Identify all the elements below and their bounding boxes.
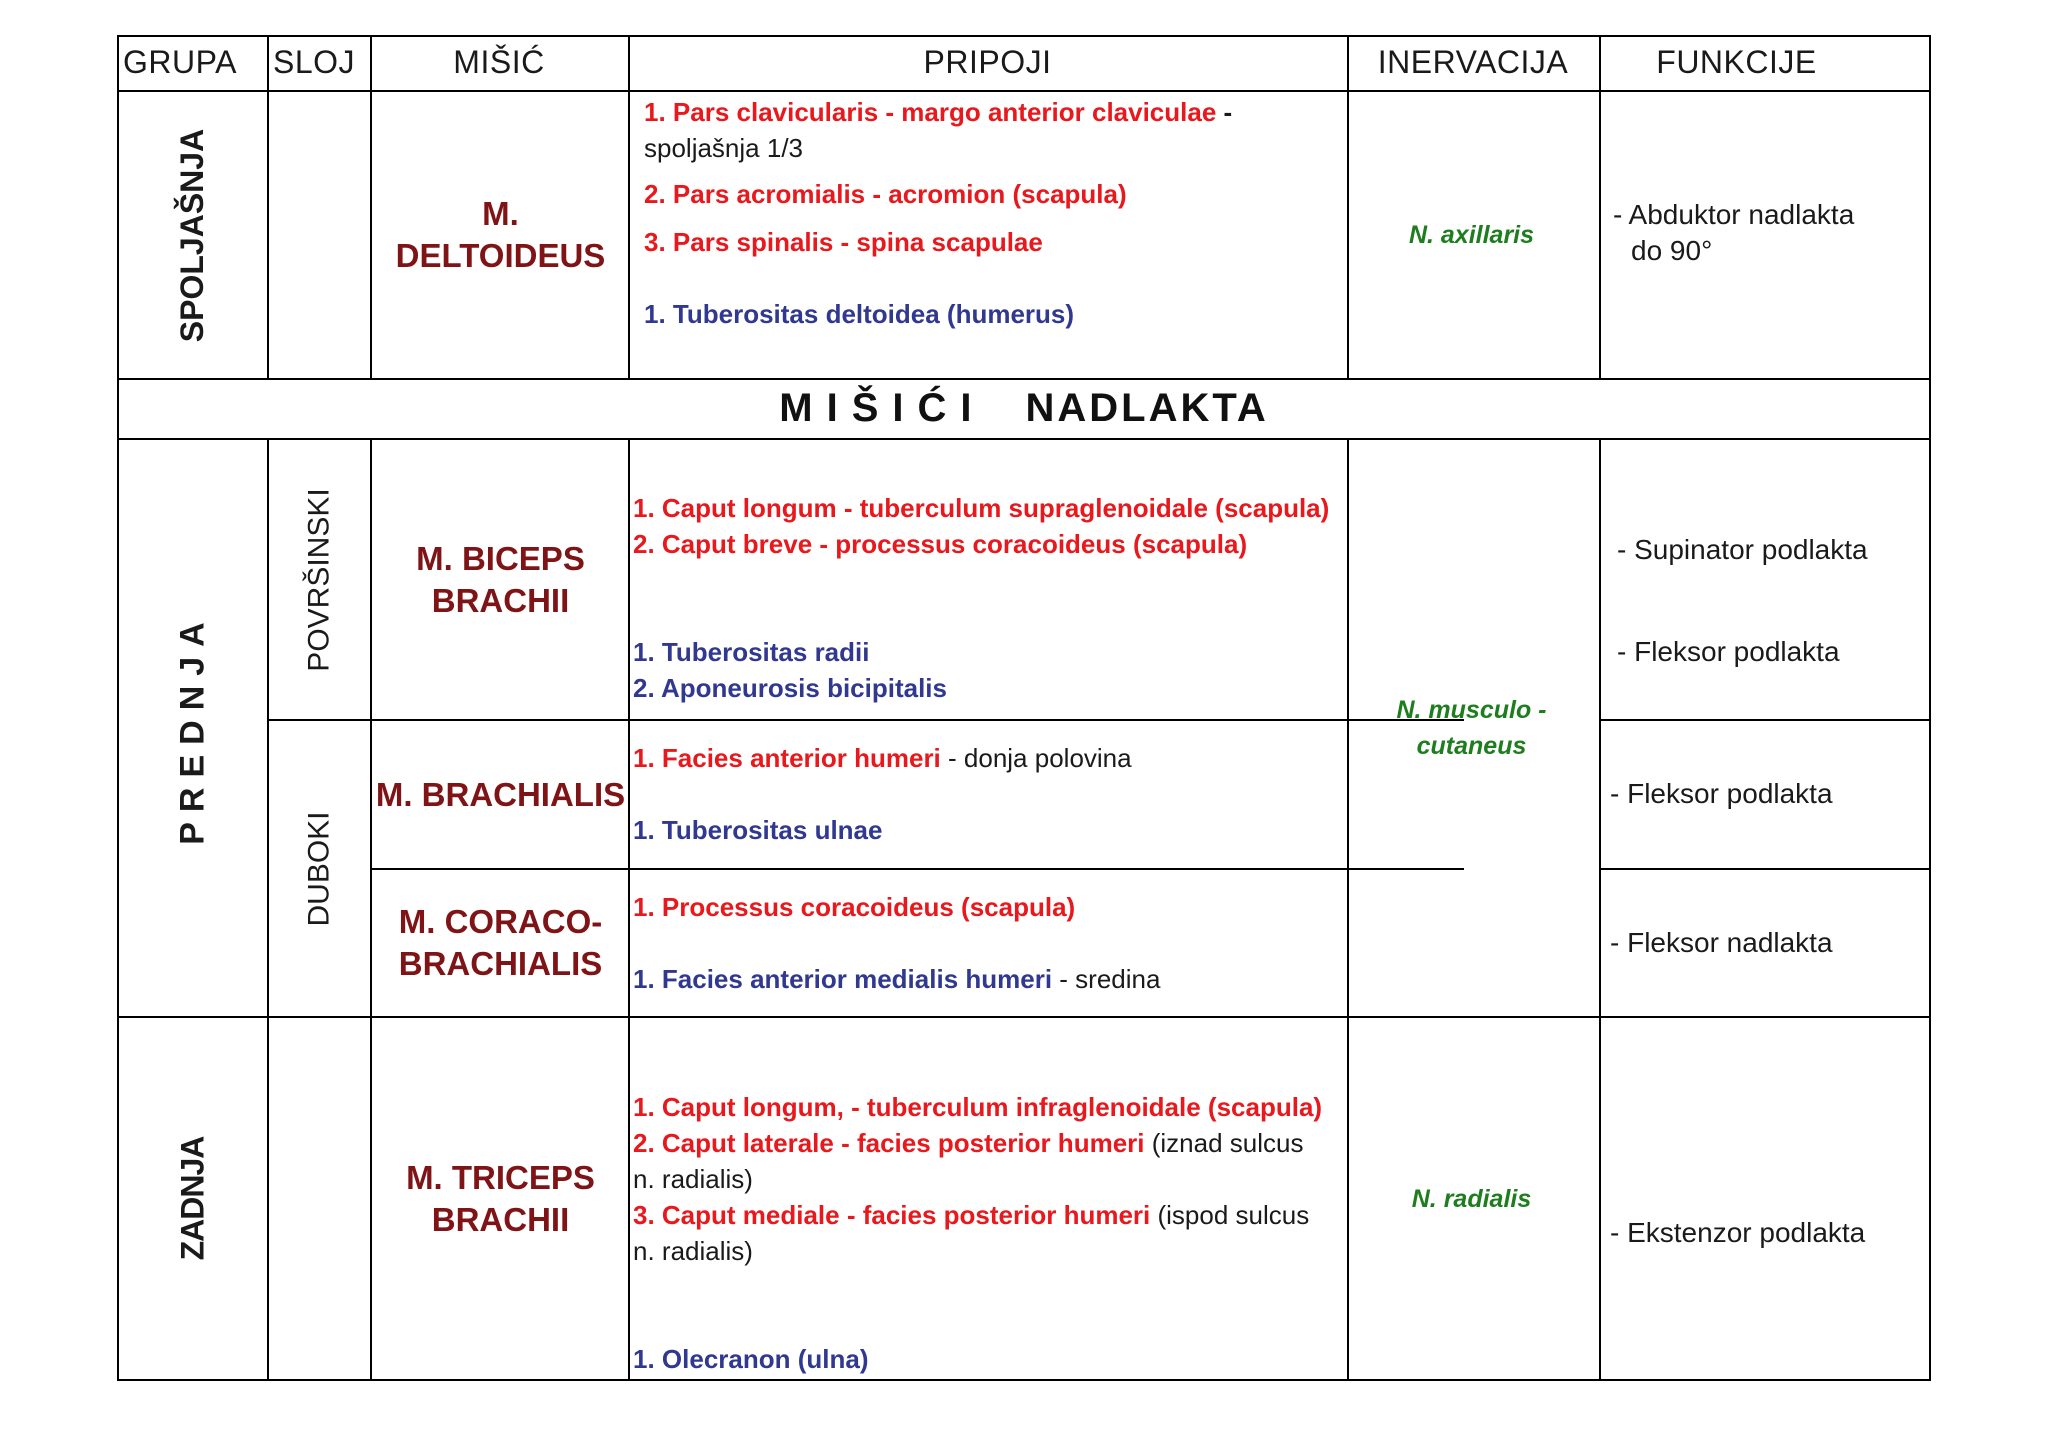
coracobrachialis-origin-1: 1. Processus coracoideus (scapula)	[633, 892, 1076, 922]
layer-povrsinski	[268, 440, 372, 719]
col-divider-3b	[628, 438, 630, 1381]
group-zadnja-label: ZADNJA	[174, 1136, 211, 1261]
brachialis-function-1: - Fleksor podlakta	[1610, 778, 1833, 809]
col-divider-5b	[1599, 438, 1601, 1381]
biceps-insertion-2: 2. Aponeurosis bicipitalis	[633, 673, 947, 703]
nerve-radialis	[1346, 1018, 1597, 1379]
biceps-function-2: - Fleksor podlakta	[1617, 636, 1840, 667]
function-brachialis	[1610, 776, 1940, 812]
table-title	[117, 380, 1931, 436]
nerve-musculocutaneus	[1346, 440, 1597, 1016]
triceps-origin-3: 3. Caput mediale - facies posterior humeri	[633, 1200, 1151, 1230]
biceps-origin-1: 1. Caput longum - tuberculum supraglenoidale (scapula)	[633, 493, 1330, 523]
triceps-origin-2-suffix: (iznad sulcus	[1144, 1128, 1304, 1158]
table-title-word-2: NADLAKTA	[1025, 385, 1269, 430]
muscle-biceps	[373, 440, 628, 719]
triceps-origin-2: 2. Caput laterale - facies posterior humeri	[633, 1128, 1145, 1158]
triceps-origin-3-cont: n. radialis)	[633, 1236, 753, 1266]
function-biceps	[1617, 532, 1947, 670]
function-triceps	[1610, 1215, 1940, 1251]
deltoideus-function-line-1: - Abduktor nadlakta	[1613, 199, 1855, 230]
muscle-deltoideus-name: M. DELTOIDEUS	[395, 195, 606, 274]
coracobrachialis-function-1: - Fleksor nadlakta	[1610, 927, 1833, 958]
muscle-triceps	[373, 1018, 628, 1379]
layer-duboki-label: DUBOKI	[303, 810, 336, 927]
muscle-biceps-name-line-2: BRACHII	[431, 581, 570, 619]
group-spoljasnja-label: SPOLJAŠNJA	[174, 128, 211, 342]
attachments-coracobrachialis	[633, 889, 1343, 997]
attachments-brachialis	[633, 740, 1343, 848]
triceps-insertion-1: 1. Olecranon (ulna)	[633, 1344, 869, 1374]
nerve-axillaris	[1346, 92, 1597, 378]
layer-duboki	[268, 721, 372, 1016]
attachments-triceps	[633, 1089, 1343, 1377]
triceps-origin-2-cont: n. radialis)	[633, 1164, 753, 1194]
deltoideus-origin-3: 3. Pars spinalis - spina scapulae	[644, 227, 1043, 257]
row-divider-biceps-fn	[1599, 719, 1931, 721]
biceps-function-1: - Supinator podlakta	[1617, 534, 1868, 565]
biceps-origin-2: 2. Caput breve - processus coracoideus (scapula)	[633, 529, 1248, 559]
nerve-musculocutaneus-line-1: N. musculo -	[1396, 696, 1547, 724]
group-spoljasnja	[117, 92, 269, 378]
muscle-deltoideus	[373, 92, 628, 378]
muscle-coracobrachialis-name-line-2: BRACHIALIS	[398, 945, 603, 982]
group-prednja	[117, 440, 269, 1016]
attachments-deltoideus	[644, 94, 1354, 332]
brachialis-origin-1-suffix: - donja polovina	[940, 743, 1132, 773]
triceps-function-1: - Ekstenzor podlakta	[1610, 1217, 1866, 1248]
group-zadnja	[117, 1018, 269, 1379]
coracobrachialis-insertion-1: 1. Facies anterior medialis humeri	[633, 964, 1053, 994]
header-sloj: SLOJ	[273, 44, 356, 80]
nerve-radialis-label: N. radialis	[1411, 1184, 1532, 1213]
triceps-origin-3-suffix: (ispod sulcus	[1150, 1200, 1310, 1230]
muscle-brachialis	[373, 721, 628, 868]
deltoideus-origin-2: 2. Pars acromialis - acromion (scapula)	[644, 179, 1127, 209]
brachialis-insertion-1: 1. Tuberositas ulnae	[633, 815, 883, 845]
header-grupa: GRUPA	[123, 44, 237, 80]
deltoideus-insertion-1: 1. Tuberositas deltoidea (humerus)	[644, 299, 1075, 329]
muscle-coracobrachialis-name-line-1: M. CORACO-	[398, 903, 603, 940]
nerve-axillaris-label: N. axillaris	[1408, 221, 1535, 249]
border-bottom	[117, 1379, 1931, 1381]
function-coracobrachialis	[1610, 925, 1940, 961]
header-pripoji: PRIPOJI	[923, 44, 1052, 80]
muscle-brachialis-name: M. BRACHIALIS	[375, 775, 626, 813]
brachialis-origin-1: 1. Facies anterior humeri	[633, 743, 941, 773]
coracobrachialis-insertion-1-suffix: - sredina	[1052, 964, 1161, 994]
header-funkcije: FUNKCIJE	[1656, 44, 1817, 80]
header-misic: MIŠIĆ	[453, 44, 545, 80]
table-title-word-1: MIŠIĆI	[779, 385, 986, 430]
muscle-biceps-name-line-1: M. BICEPS	[416, 539, 585, 577]
biceps-insertion-1: 1. Tuberositas radii	[633, 637, 870, 667]
triceps-origin-1: 1. Caput longum, - tuberculum infraglenoidale (scapula)	[633, 1092, 1323, 1122]
deltoideus-origin-1-suffix: -	[1216, 97, 1233, 127]
function-deltoideus	[1613, 197, 1943, 269]
nerve-musculocutaneus-line-2: cutaneus	[1416, 732, 1527, 760]
muscle-triceps-name-line-2: BRACHII	[431, 1200, 570, 1238]
deltoideus-origin-1: 1. Pars clavicularis - margo anterior claviculae	[644, 97, 1217, 127]
deltoideus-function-line-2: do 90°	[1631, 235, 1713, 266]
row-divider-brachialis-fn	[1599, 868, 1931, 870]
muscle-table	[117, 35, 1931, 1381]
deltoideus-origin-1-cont: spoljašnja 1/3	[644, 133, 803, 163]
layer-povrsinski-label: POVRŠINSKI	[303, 487, 337, 672]
attachments-biceps	[633, 490, 1343, 706]
muscle-coracobrachialis	[373, 870, 628, 1016]
group-prednja-label: PREDNJA	[173, 611, 212, 845]
header-inervacija: INERVACIJA	[1377, 44, 1569, 80]
muscle-triceps-name-line-1: M. TRICEPS	[406, 1158, 595, 1196]
